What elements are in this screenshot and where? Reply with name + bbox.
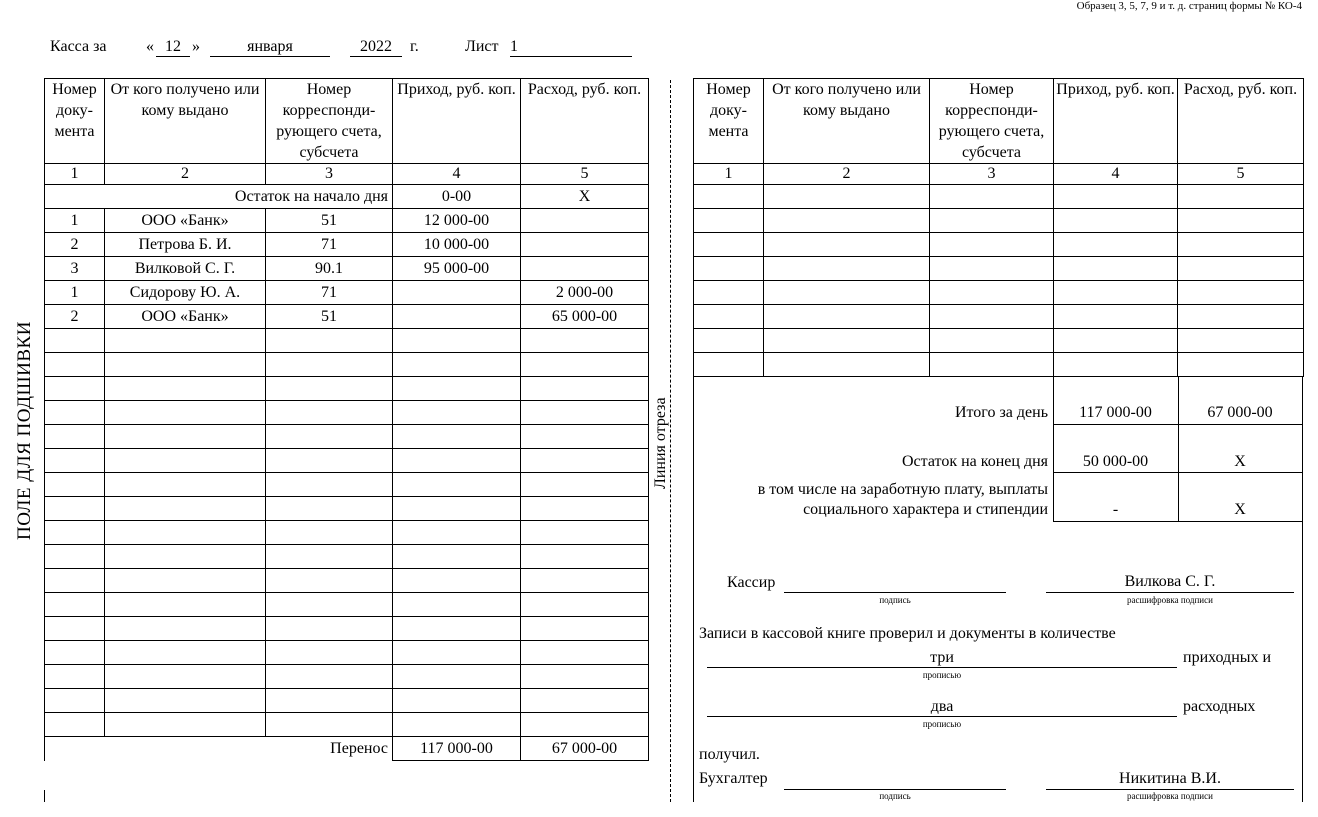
col-expense-header: Расход, руб. коп. xyxy=(1178,79,1304,164)
open-quote: « xyxy=(146,38,154,55)
cut-line-label: Линия отреза xyxy=(652,393,670,493)
right-cash-table xyxy=(693,78,1304,377)
incoming-count-line[interactable] xyxy=(707,667,1177,668)
empty-row xyxy=(45,353,649,377)
col-account-header: Номер корреспонди-рующего счета, субсчета xyxy=(930,79,1054,164)
accountant-label: Бухгалтер xyxy=(699,770,768,787)
income xyxy=(393,305,521,329)
counterparty: ООО «Банк» xyxy=(105,305,266,329)
opening-balance-label: Остаток на начало дня xyxy=(45,185,393,209)
table-row xyxy=(45,281,649,305)
col-number: 2 xyxy=(105,164,266,185)
col-number: 2 xyxy=(764,164,930,185)
left-frame-tail xyxy=(44,790,45,802)
total-day-in: 117 000-00 xyxy=(1079,404,1152,421)
empty-row xyxy=(694,353,1304,377)
incoming-count: три xyxy=(930,649,954,666)
cashier-name: Вилкова С. Г. xyxy=(1124,573,1216,590)
doc-number: 2 xyxy=(45,305,105,329)
expense xyxy=(521,209,649,233)
empty-row xyxy=(45,617,649,641)
left-cash-table xyxy=(44,78,649,761)
col-income-header: Приход, руб. коп. xyxy=(1054,79,1178,164)
table-row xyxy=(45,209,649,233)
doc-number: 2 xyxy=(45,233,105,257)
empty-row xyxy=(45,497,649,521)
sheet-label: Лист xyxy=(465,38,499,55)
sheet-number: 1 xyxy=(510,38,632,57)
empty-row xyxy=(45,545,649,569)
col-number: 3 xyxy=(266,164,393,185)
kassa-label: Касса за xyxy=(50,38,107,55)
accountant-signature-line[interactable] xyxy=(784,789,1006,790)
right-frame-left xyxy=(693,376,694,802)
closing-balance-in: 50 000-00 xyxy=(1082,453,1149,470)
binding-field-label: ПОЛЕ ДЛЯ ПОДШИВКИ xyxy=(14,321,35,540)
cashier-signature-line[interactable] xyxy=(784,592,1006,593)
expense xyxy=(521,233,649,257)
empty-row xyxy=(694,329,1304,353)
expense: 2 000-00 xyxy=(521,281,649,305)
received-text: получил. xyxy=(699,746,760,763)
income: 12 000-00 xyxy=(393,209,521,233)
checked-text: Записи в кассовой книге проверил и документы в количестве xyxy=(699,625,1116,642)
totals-column-in xyxy=(1053,376,1179,521)
col-number: 5 xyxy=(521,164,649,185)
income: 10 000-00 xyxy=(393,233,521,257)
col-number: 3 xyxy=(930,164,1054,185)
empty-row xyxy=(45,473,649,497)
opening-balance-in: 0-00 xyxy=(393,185,521,209)
totals-divider-2 xyxy=(1053,472,1302,473)
empty-row xyxy=(45,377,649,401)
salary-label-line2: социального характера и стипендии xyxy=(803,501,1048,518)
empty-row xyxy=(45,593,649,617)
doc-number: 1 xyxy=(45,209,105,233)
counterparty: ООО «Банк» xyxy=(105,209,266,233)
account: 71 xyxy=(266,281,393,305)
month-value: января xyxy=(210,38,330,57)
account: 71 xyxy=(266,233,393,257)
empty-row xyxy=(45,641,649,665)
right-frame-right xyxy=(1302,376,1303,802)
empty-row xyxy=(45,521,649,545)
counterparty: Петрова Б. И. xyxy=(105,233,266,257)
carry-over-label: Перенос xyxy=(45,737,393,761)
account: 90.1 xyxy=(266,257,393,281)
outgoing-count: два xyxy=(930,698,954,715)
empty-row xyxy=(694,281,1304,305)
table-row xyxy=(45,305,649,329)
signature-caption: подпись xyxy=(879,595,911,605)
empty-row xyxy=(45,713,649,737)
cashier-name-line xyxy=(1046,592,1294,593)
decoding-caption: расшифровка подписи xyxy=(1127,595,1213,605)
col-number: 4 xyxy=(393,164,521,185)
col-doc-header: Номер доку-мента xyxy=(694,79,764,164)
signature-caption: подпись xyxy=(879,791,911,801)
opening-balance-out: Х xyxy=(521,185,649,209)
closing-balance-out: Х xyxy=(1234,453,1246,470)
salary-label-line1: в том числе на заработную плату, выплаты xyxy=(757,481,1048,498)
empty-row xyxy=(694,185,1304,209)
expense xyxy=(521,257,649,281)
counterparty: Вилковой С. Г. xyxy=(105,257,266,281)
empty-row xyxy=(45,449,649,473)
carry-over-out: 67 000-00 xyxy=(521,737,649,761)
outgoing-count-line[interactable] xyxy=(707,716,1177,717)
empty-row xyxy=(45,425,649,449)
total-day-label: Итого за день xyxy=(954,404,1048,421)
decoding-caption: расшифровка подписи xyxy=(1127,791,1213,801)
empty-row xyxy=(45,569,649,593)
words-caption: прописью xyxy=(922,670,962,680)
col-income-header: Приход, руб. коп. xyxy=(393,79,521,164)
incoming-label: приходных и xyxy=(1183,649,1272,666)
day-value: 12 xyxy=(156,38,190,57)
salary-out: Х xyxy=(1234,501,1246,518)
cashier-label: Кассир xyxy=(727,574,776,591)
col-doc-header: Номер доку-мента xyxy=(45,79,105,164)
empty-row xyxy=(45,665,649,689)
close-quote: » xyxy=(192,38,200,55)
year-value: 2022 xyxy=(350,38,402,57)
accountant-name: Никитина В.И. xyxy=(1119,770,1221,787)
carry-over-in: 117 000-00 xyxy=(393,737,521,761)
account: 51 xyxy=(266,209,393,233)
col-number: 1 xyxy=(45,164,105,185)
table-row xyxy=(45,233,649,257)
col-number: 5 xyxy=(1178,164,1304,185)
salary-in: - xyxy=(1112,501,1119,518)
doc-number: 1 xyxy=(45,281,105,305)
accountant-name-line xyxy=(1046,789,1294,790)
col-number: 4 xyxy=(1054,164,1178,185)
closing-balance-label: Остаток на конец дня xyxy=(902,453,1048,470)
total-day-out: 67 000-00 xyxy=(1207,404,1273,421)
col-number: 1 xyxy=(694,164,764,185)
account: 51 xyxy=(266,305,393,329)
income: 95 000-00 xyxy=(393,257,521,281)
doc-number: 3 xyxy=(45,257,105,281)
col-expense-header: Расход, руб. коп. xyxy=(521,79,649,164)
col-who-header: От кого получено или кому выдано xyxy=(105,79,266,164)
empty-row xyxy=(694,233,1304,257)
empty-row xyxy=(45,329,649,353)
table-row xyxy=(45,257,649,281)
empty-row xyxy=(694,257,1304,281)
outgoing-label: расходных xyxy=(1183,698,1256,715)
cut-line xyxy=(670,80,671,802)
empty-row xyxy=(694,209,1304,233)
words-caption: прописью xyxy=(922,719,962,729)
income xyxy=(393,281,521,305)
empty-row xyxy=(694,305,1304,329)
expense: 65 000-00 xyxy=(521,305,649,329)
counterparty: Сидорову Ю. А. xyxy=(105,281,266,305)
empty-row xyxy=(45,401,649,425)
totals-divider-1 xyxy=(1053,424,1302,425)
empty-row xyxy=(45,689,649,713)
form-sample-note: Образец 3, 5, 7, 9 и т. д. страниц формы № КО-4 xyxy=(1076,0,1302,12)
col-who-header: От кого получено или кому выдано xyxy=(764,79,930,164)
year-suffix: г. xyxy=(410,38,419,55)
col-account-header: Номер корреспонди-рующего счета, субсчета xyxy=(266,79,393,164)
totals-divider-3 xyxy=(1053,521,1302,522)
